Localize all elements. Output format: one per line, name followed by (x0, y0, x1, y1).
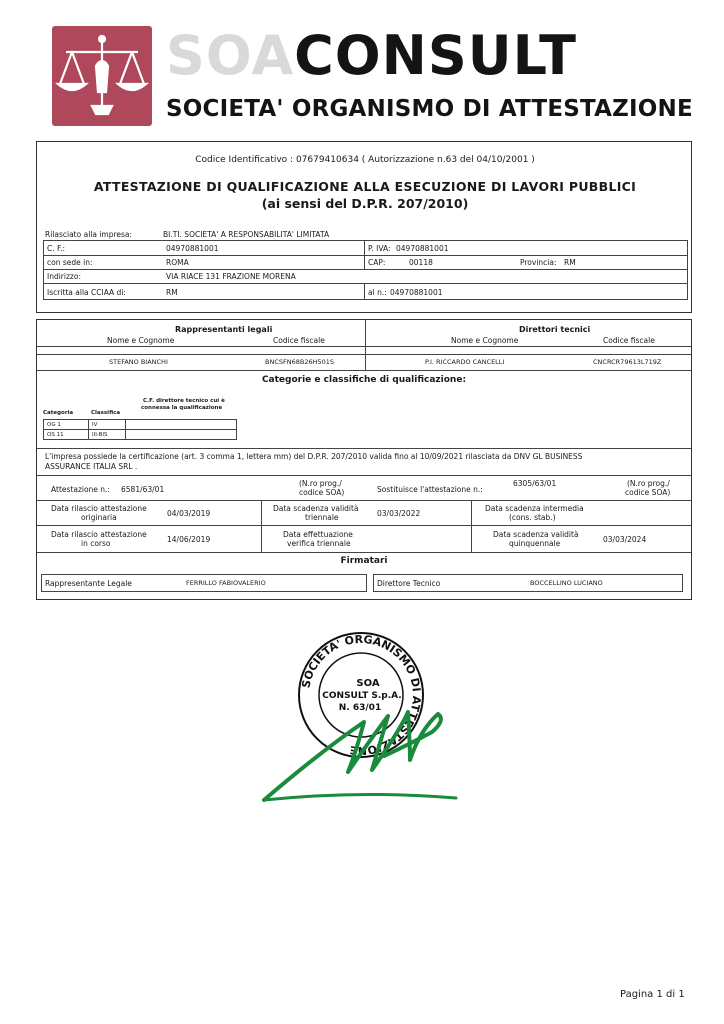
rappresentante-cf: BNCSFN68B26H501S (265, 358, 335, 366)
cf-cell (126, 420, 237, 430)
rilascio-corso-label-2: in corso (81, 539, 111, 548)
piva-value: 04970881001 (396, 244, 449, 253)
scad-trienn-value: 03/03/2022 (377, 509, 421, 518)
rilasciato-value: BI.TI. SOCIETA' A RESPONSABILITA' LIMITATA (163, 230, 330, 239)
brand-consult: CONSULT (294, 24, 577, 87)
scad-interm-label-2: (cons. stab.) (509, 513, 556, 522)
brand-soa: SOA (166, 24, 295, 87)
cap-label: CAP: (368, 258, 386, 267)
indirizzo-label: Indirizzo: (47, 272, 81, 281)
direttori-col-nome: Nome e Cognome (451, 336, 519, 345)
page-number: Pagina 1 di 1 (620, 989, 685, 1000)
attestazione-value: 6581/63/01 (121, 485, 165, 494)
logo (52, 26, 152, 126)
signature-icon (260, 660, 460, 810)
firmatario-rappr-label: Rappresentante Legale (45, 579, 132, 588)
firmatario-rappresentante (41, 574, 367, 592)
provincia-value: RM (564, 258, 576, 267)
classifica-cell: IV (89, 420, 126, 430)
seal-ring-text: SOCIETA' ORGANISMO DI ATTESTAZIONE (299, 632, 424, 758)
qualificazione-section (36, 319, 692, 600)
categorie-table (43, 419, 237, 440)
firmatario-dir-label: Direttore Tecnico (377, 579, 441, 588)
indirizzo-value: VIA RIACE 131 FRAZIONE MORENA (166, 272, 296, 281)
classifica-cell: III-BIS (89, 430, 126, 440)
cf-cell (126, 430, 237, 440)
table-row (44, 430, 237, 440)
scad-trienn-label-1: Data scadenza validità (273, 504, 359, 513)
verifica-label-2: verifica triennale (287, 539, 351, 548)
scad-trienn-label-2: triennale (305, 513, 339, 522)
cap-value: 00118 (409, 258, 433, 267)
document-title: ATTESTAZIONE DI QUALIFICAZIONE ALLA ESECUZIONE DI LAVORI PUBBLICI (93, 179, 637, 194)
provincia-label: Provincia: (520, 258, 557, 267)
impresa-section (36, 141, 692, 313)
sede-value: ROMA (166, 258, 189, 267)
col-categoria: Categoria (43, 410, 74, 416)
rilasciato-label: Rilasciato alla impresa: (45, 230, 133, 239)
rilascio-corso-value: 14/06/2019 (167, 535, 211, 544)
rappresentanti-title: Rappresentanti legali (175, 325, 273, 334)
cf-label: C. F.: (47, 244, 66, 253)
document-subtitle: (ai sensi del D.P.R. 207/2010) (261, 196, 469, 211)
sostituisce-nro-1: (N.ro prog./ (627, 479, 670, 488)
attestazione-nro-1: (N.ro prog./ (299, 479, 342, 488)
handwritten-signature (260, 660, 460, 810)
rilascio-orig-label-1: Data rilascio attestazione (51, 504, 147, 513)
col-cf-direttore-1: C.F. direttore tecnico cui è (143, 398, 225, 404)
cf-value: 04970881001 (166, 244, 219, 253)
scales-of-justice-icon (52, 26, 152, 126)
aln-value: 04970881001 (390, 288, 443, 297)
table-row (44, 420, 237, 430)
firmatario-dir-value: BOCCELLINO LUCIANO (530, 579, 603, 587)
rilascio-orig-value: 04/03/2019 (167, 509, 211, 518)
categorie-title: Categorie e classifiche di qualificazione: (261, 375, 467, 385)
rappresentanti-col-cf: Codice fiscale (273, 336, 325, 345)
seal-inner-1: SOA (356, 678, 380, 689)
rilascio-orig-label-2: originaria (81, 513, 117, 522)
firmatari-title: Firmatari (340, 556, 388, 566)
aln-label: al n.: (368, 288, 387, 297)
col-cf-direttore-2: connessa la qualificazione (141, 405, 223, 411)
direttori-title: Direttori tecnici (519, 325, 591, 334)
seal-inner-2: CONSULT S.p.A. (322, 691, 402, 701)
sostituisce-nro-2: codice SOA) (625, 488, 671, 497)
firmatario-direttore (373, 574, 683, 592)
categoria-cell: OS 11 (44, 430, 89, 440)
cciaa-value: RM (166, 288, 178, 297)
codice-identificativo: Codice Identificativo : 07679410634 ( Autorizzazione n.63 del 04/10/2001 ) (195, 155, 535, 165)
seal-inner-3: N. 63/01 (338, 703, 382, 713)
attestazione-label: Attestazione n.: (51, 485, 110, 494)
sostituisce-value: 6305/63/01 (513, 479, 557, 488)
direttore-nome: P.I. RICCARDO CANCELLI (425, 358, 505, 366)
attestazione-nro-2: codice SOA) (299, 488, 345, 497)
brand-subtitle: SOCIETA' ORGANISMO DI ATTESTAZIONE (166, 96, 693, 122)
certificazione-line1: L'impresa possiede la certificazione (art. 3 comma 1, lettera mm) del D.P.R. 207/2010 valida fino al 10/09/2021 rilasciata da DNV GL BUSINESS (45, 452, 583, 461)
verifica-label-1: Data effettuazione (283, 530, 353, 539)
scad-quinq-label-2: quinquennale (509, 539, 561, 548)
firmatario-rappr-value: FERRILLO FABIOVALERIO (186, 579, 266, 587)
sede-label: con sede in: (47, 258, 93, 267)
rappresentante-nome: STEFANO BIANCHI (109, 358, 168, 366)
scad-interm-label-1: Data scadenza intermedia (485, 504, 584, 513)
rappresentanti-col-nome: Nome e Cognome (107, 336, 175, 345)
scad-quinq-label-1: Data scadenza validità (493, 530, 579, 539)
impresa-grid (43, 240, 688, 300)
piva-label: P. IVA: (368, 244, 391, 253)
direttori-col-cf: Codice fiscale (603, 336, 655, 345)
direttore-cf: CNCRCR79613L719Z (593, 358, 662, 366)
sostituisce-label: Sostituisce l'attestazione n.: (377, 485, 483, 494)
scad-quinq-value: 03/03/2024 (603, 535, 647, 544)
categoria-cell: OG 1 (44, 420, 89, 430)
certificazione-line2: ASSURANCE ITALIA SRL . (45, 462, 138, 471)
col-classifica: Classifica (91, 410, 121, 416)
rilascio-corso-label-1: Data rilascio attestazione (51, 530, 147, 539)
brand-name (166, 24, 577, 88)
cciaa-label: Iscritta alla CCIAA di: (47, 288, 126, 297)
